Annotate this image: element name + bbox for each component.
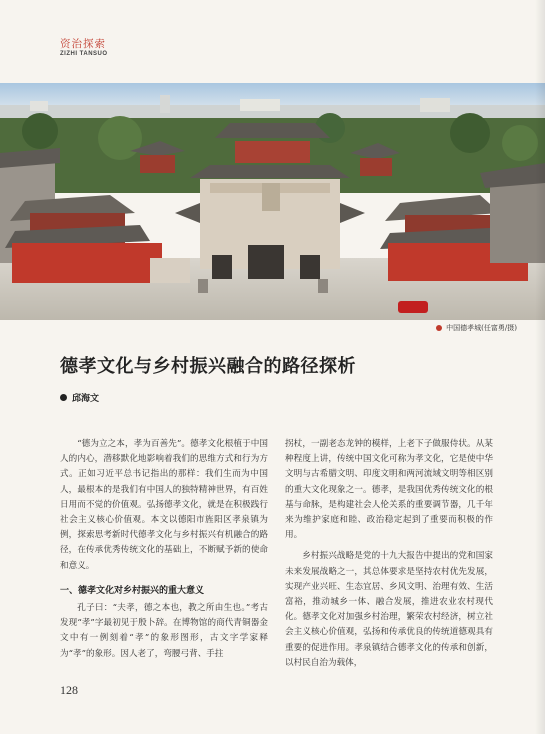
section-title-cn: 资治探索 <box>60 38 106 50</box>
article-author <box>60 391 99 404</box>
page-edge-shadow <box>535 0 545 734</box>
caption-text: 中国德孝城(任富勇/摄) <box>446 324 517 332</box>
temple-illustration <box>0 83 545 320</box>
article-title: 德孝文化与乡村振兴融合的路径探析 <box>60 356 356 377</box>
body-column-right <box>285 437 493 671</box>
author-bullet-icon <box>60 394 67 401</box>
section-header <box>60 38 108 58</box>
section-heading: 一、德孝文化对乡村振兴的重大意义 <box>60 585 205 596</box>
body-column-left <box>60 437 268 662</box>
paragraph: “德为立之本，孝为百善先”。德孝文化根植于中国人的内心，潜移默化地影响着我们的思维方式和行为方式。正如习近平总书记指出的那样：我们生而为中国人，最根本的是我们有中国人的独特精神世界，有百姓日用而不觉的价值观。弘扬德孝文化，就是在积极践行社会主义核心价值观。本文以德阳市旌阳区孝泉镇为例，探索思考新时代德孝文化与乡村振兴有机融合的路径，在传承优秀传统文化的基础上，不断赋予新的使命和意义。 <box>60 439 268 571</box>
page-number: 128 <box>60 683 78 697</box>
paragraph: 孔子曰：“夫孝，德之本也，教之所由生也。”考古发现“孝”字最初见于殷卜辞。在博物馆的商代青铜器金文中有一例刻着“孝”的象形图形，古文字学家释为“孝”的象形。因人老了，弯腰弓背、手拄 <box>60 603 268 659</box>
photo-caption <box>436 323 517 333</box>
section-title-en: ZIZHI TANSUO <box>60 51 108 57</box>
paragraph: 乡村振兴战略是党的十九大报告中提出的党和国家未来发展战略之一，其总体要求是坚持农村优先发展，实现产业兴旺、生态宜居、乡风文明、治理有效、生活富裕，推动城乡一体、融合发展，推进农业农村现代化。德孝文化对加强乡村治理，繁荣农村经济，树立社会主义核心价值观，弘扬和传承优良的传统道德观具有重要的促进作用。孝泉镇结合德孝文化的传承和创新，以村民自治为载体， <box>285 551 493 668</box>
author-name: 邱海文 <box>72 394 100 404</box>
caption-dot-icon <box>436 325 442 331</box>
temple-photo <box>0 83 545 320</box>
paragraph: 拐杖，一副老态龙钟的模样，上老下子做服侍状。从某种程度上讲，传统中国文化可称为孝文化，它是使中华文明与古希腊文明、印度文明和两河流域文明等相区别的重大文化现象之一。德孝，是我国优秀传统文化的根基与命脉，是构建社会人伦关系的重要调节器，几千年来为维护家庭和睦、政治稳定起到了重要而积极的作用。 <box>285 439 493 541</box>
